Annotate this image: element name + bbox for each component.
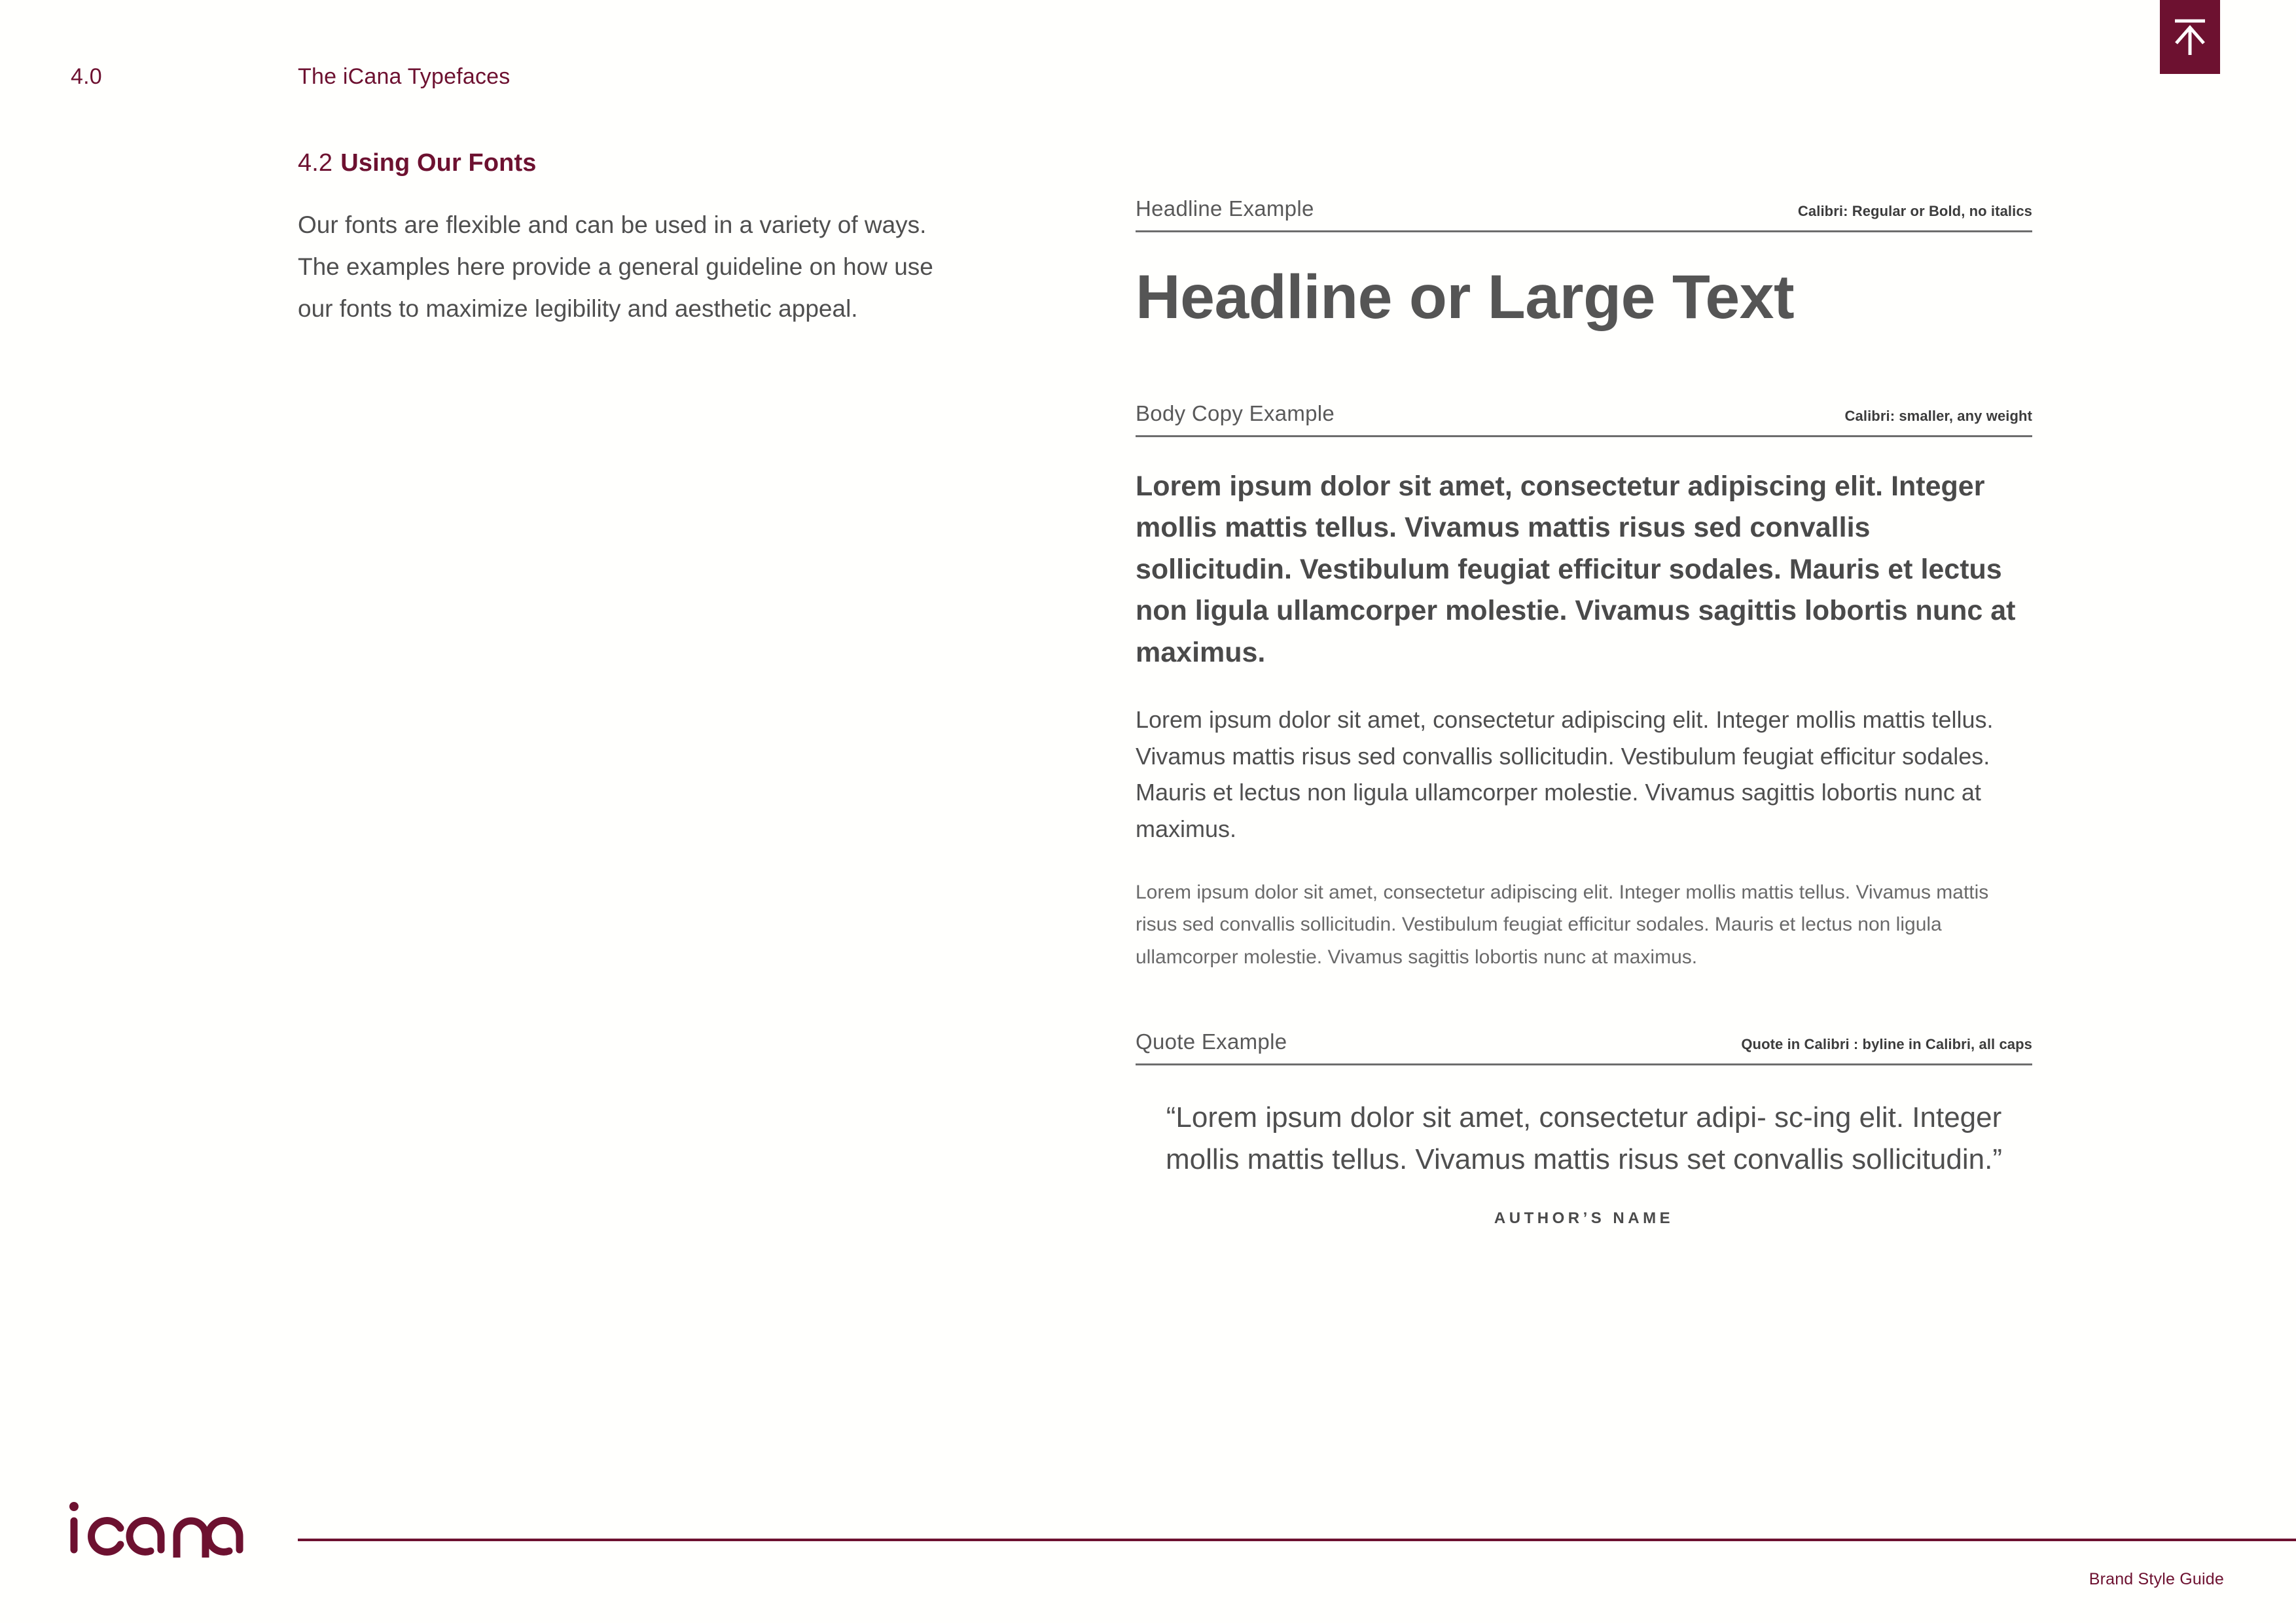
quote-example-spec: Quote in Calibri : byline in Calibri, all caps <box>1741 1036 2032 1053</box>
quote-example-label-row <box>1136 1029 2032 1065</box>
headline-example-block <box>1136 196 2032 331</box>
body-sample-bold: Lorem ipsum dolor sit amet, consectetur adipiscing elit. Integer mollis mattis tellus. Vivamus mattis risus sed convallis sollicitudin. Vestibulum feugiat efficitur sodales. Mauris et lectus non ligula ullamcorper molestie. Vivamus sagittis lobortis nunc at maximus. <box>1136 470 2016 669</box>
footer-caption: Brand Style Guide <box>2089 1570 2224 1588</box>
body-sample-regular: Lorem ipsum dolor sit amet, consectetur adipiscing elit. Integer mollis mattis tellus. Vivamus mattis risus sed convallis sollicitudin. Vestibulum feugiat efficitur sodales. Mauris et lectus non ligula ullamcorper molestie. Vivamus sagittis lobortis nunc at maximus. <box>1136 705 1994 843</box>
page-title <box>298 149 972 178</box>
arrow-up-to-line-icon <box>2172 17 2208 58</box>
body-copy-example-block <box>1136 401 2032 974</box>
left-column <box>298 149 972 330</box>
headline-example-spec: Calibri: Regular or Bold, no italics <box>1797 203 2032 219</box>
header-chapter-title: The iCana Typefaces <box>298 64 511 89</box>
body-copy-example-label-row <box>1136 401 2032 437</box>
body-copy-example-label: Body Copy Example <box>1136 401 1335 425</box>
headline-sample-text: Headline or Large Text <box>1136 262 1795 332</box>
quote-sample-text: “Lorem ipsum dolor sit amet, consectetur adipi- sc-ing elit. Integer mollis mattis tellus. Vivamus mattis risus set convallis sollicitudin.” <box>1166 1101 2002 1176</box>
body-copy-example-spec: Calibri: smaller, any weight <box>1844 407 2032 424</box>
icana-logo <box>65 1495 255 1558</box>
header-chapter-number: 4.0 <box>71 64 102 89</box>
headline-example-label-row <box>1136 196 2032 232</box>
spacer <box>1136 973 2032 1029</box>
body-sample-light: Lorem ipsum dolor sit amet, consectetur adipiscing elit. Integer mollis mattis tellus. Vivamus mattis risus sed convallis sollicitudin. Vestibulum feugiat efficitur sodales. Mauris et lectus non ligula ullamcorper molestie. Vivamus sagittis lobortis nunc at maximus. <box>1136 881 1989 968</box>
section-number: 4.2 <box>298 149 333 177</box>
right-column <box>1136 196 2032 1228</box>
quote-example-block <box>1136 1029 2032 1228</box>
page-footer <box>0 1472 2296 1623</box>
section-name: Using Our Fonts <box>340 149 537 177</box>
footer-divider <box>298 1539 2296 1541</box>
back-to-top-button[interactable] <box>2160 0 2220 74</box>
page-header <box>0 64 2296 97</box>
intro-paragraph: Our fonts are flexible and can be used in a variety of ways. The examples here provide a general guideline on how use our fonts to maximize legibility and aesthetic appeal. <box>298 211 933 323</box>
quote-example-label: Quote Example <box>1136 1029 1287 1054</box>
headline-example-label: Headline Example <box>1136 196 1314 221</box>
quote-byline: AUTHOR’S NAME <box>1494 1209 1674 1227</box>
spacer <box>1136 331 2032 401</box>
